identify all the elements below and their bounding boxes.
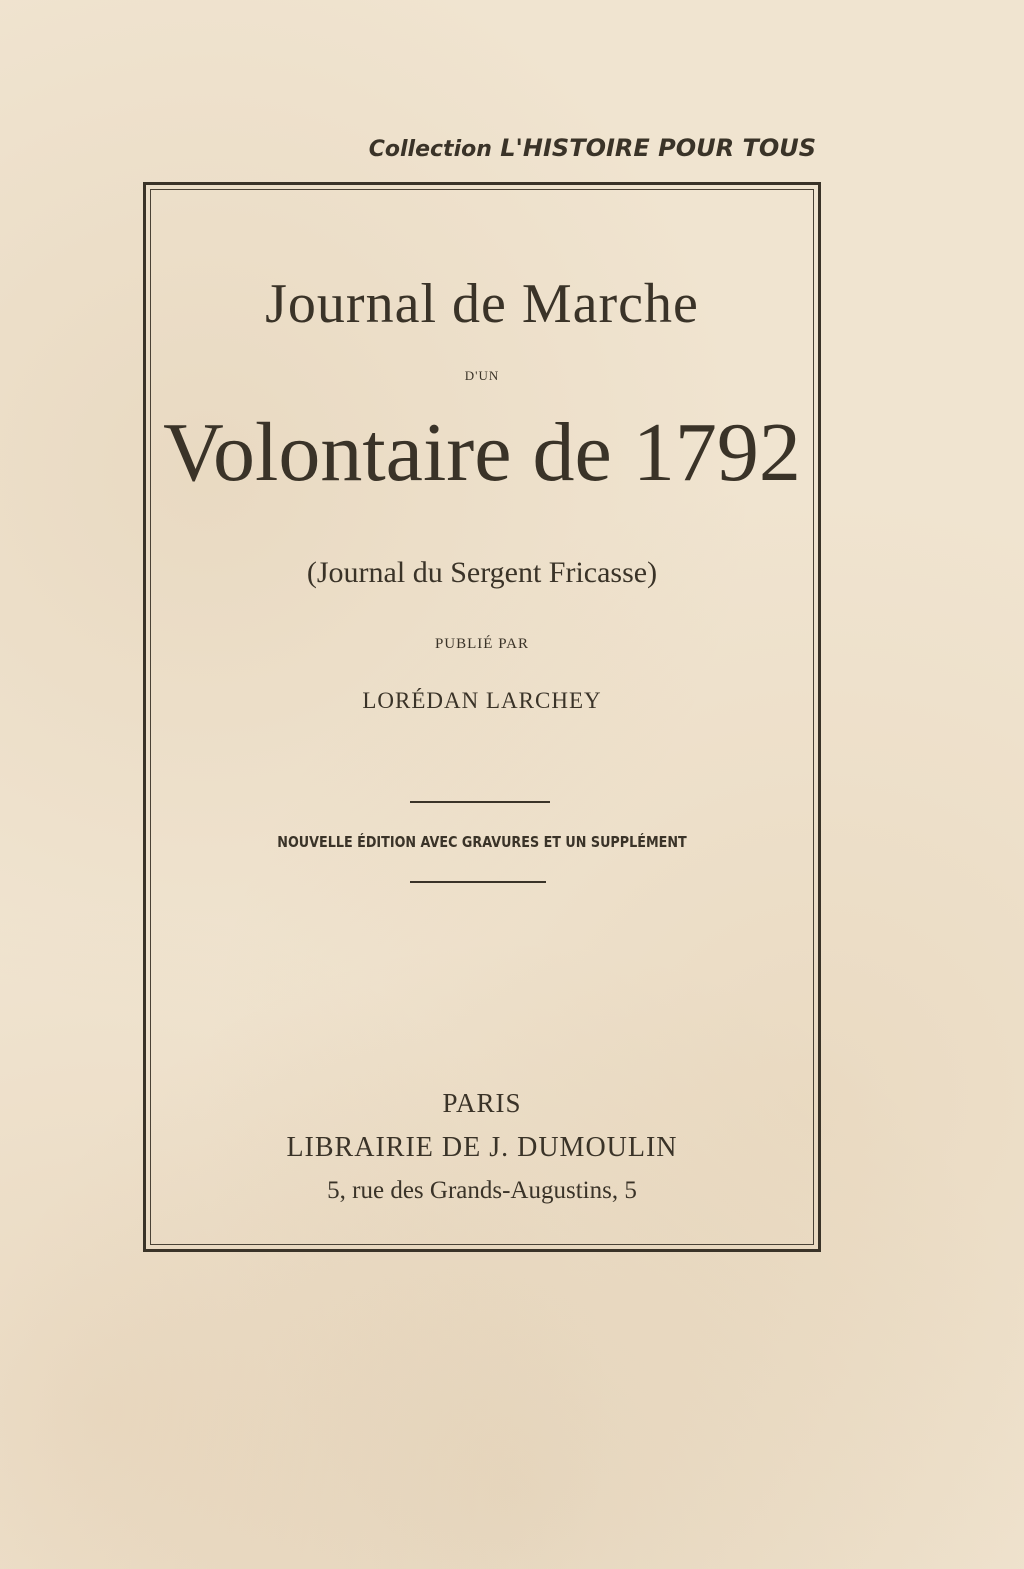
edition-note: NOUVELLE ÉDITION AVEC GRAVURES ET UN SUPPLÉMENT bbox=[277, 833, 687, 851]
published-by-label: PUBLIÉ PAR bbox=[434, 636, 530, 652]
title-connector: D'UN bbox=[464, 368, 500, 383]
publisher-address: 5, rue des Grands-Augustins, 5 bbox=[327, 1177, 637, 1204]
subtitle: (Journal du Sergent Fricasse) bbox=[306, 556, 658, 589]
author-name: LORÉDAN LARCHEY bbox=[362, 688, 602, 713]
title-line-1: Journal de Marche bbox=[265, 273, 699, 335]
divider-top bbox=[410, 801, 550, 803]
divider-bottom bbox=[410, 881, 546, 883]
title-line-2: Volontaire de 1792 bbox=[163, 406, 801, 499]
collection-prefix: Collection bbox=[368, 137, 492, 162]
collection-name: L'HISTOIRE POUR TOUS bbox=[500, 134, 816, 162]
publisher-name: LIBRAIRIE DE J. DUMOULIN bbox=[286, 1132, 678, 1163]
publisher-city: PARIS bbox=[442, 1088, 522, 1118]
inner-frame-border bbox=[150, 189, 814, 1245]
collection-line bbox=[369, 134, 816, 162]
